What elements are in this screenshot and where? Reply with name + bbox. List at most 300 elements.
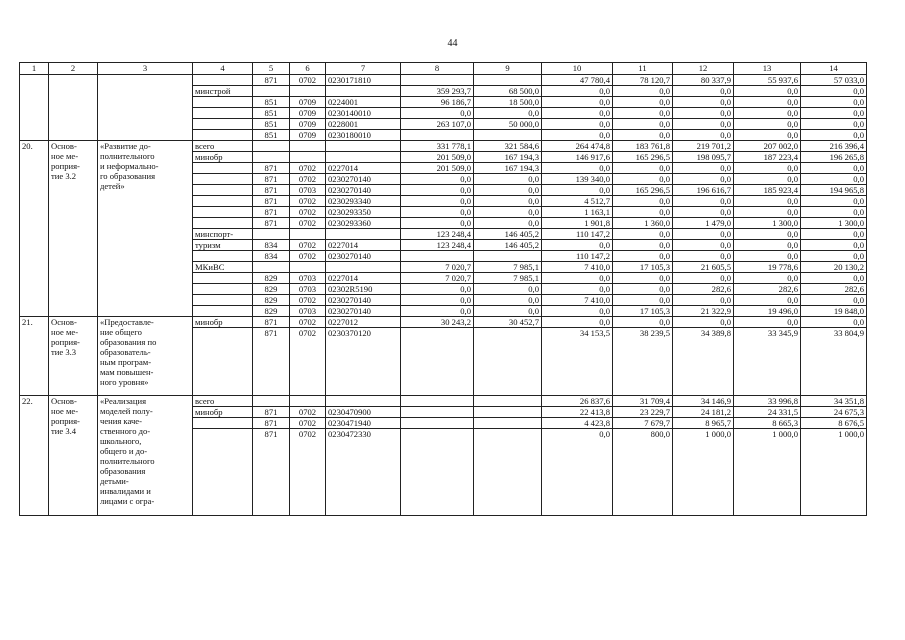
target-code: 0227014	[326, 273, 401, 284]
amount-cell: 0,0	[801, 174, 867, 185]
executor-cell	[193, 251, 253, 262]
amount-cell: 33 804,9	[801, 328, 867, 396]
amount-cell: 0,0	[673, 207, 734, 218]
section-code: 0703	[290, 284, 326, 295]
amount-cell: 0,0	[613, 97, 673, 108]
section-code: 0703	[290, 273, 326, 284]
amount-cell: 8 665,3	[734, 418, 801, 429]
ministry-code	[253, 262, 290, 273]
section-code: 0702	[290, 418, 326, 429]
amount-cell: 263 107,0	[401, 119, 474, 130]
amount-cell: 0,0	[474, 207, 542, 218]
amount-cell: 0,0	[474, 306, 542, 317]
ministry-code: 871	[253, 75, 290, 86]
amount-cell: 1 360,0	[613, 218, 673, 229]
target-code: 0230270140	[326, 174, 401, 185]
target-code: 0230270140	[326, 185, 401, 196]
executor-cell: минобр	[193, 317, 253, 328]
amount-cell: 0,0	[801, 97, 867, 108]
amount-cell: 47 780,4	[542, 75, 613, 86]
blank-cell	[98, 75, 193, 141]
ministry-code: 829	[253, 306, 290, 317]
amount-cell: 23 229,7	[613, 407, 673, 418]
ministry-code: 834	[253, 240, 290, 251]
amount-cell: 0,0	[734, 196, 801, 207]
section-code	[290, 396, 326, 407]
amount-cell: 198 095,7	[673, 152, 734, 163]
amount-cell	[401, 251, 474, 262]
header-cell: 10	[542, 63, 613, 75]
amount-cell: 18 500,0	[474, 97, 542, 108]
target-code: 0230370120	[326, 328, 401, 396]
executor-cell: туризм	[193, 240, 253, 251]
amount-cell: 30 243,2	[401, 317, 474, 328]
amount-cell: 0,0	[542, 86, 613, 97]
executor-cell	[193, 306, 253, 317]
amount-cell: 0,0	[542, 429, 613, 516]
amount-cell: 0,0	[734, 86, 801, 97]
event-name: Основ- ное ме- роприя- тие 3.3	[49, 317, 98, 396]
ministry-code: 871	[253, 163, 290, 174]
header-cell: 9	[474, 63, 542, 75]
amount-cell: 26 837,6	[542, 396, 613, 407]
header-cell: 5	[253, 63, 290, 75]
target-code: 0230180010	[326, 130, 401, 141]
amount-cell: 146 405,2	[474, 229, 542, 240]
amount-cell: 0,0	[673, 108, 734, 119]
amount-cell: 0,0	[801, 207, 867, 218]
amount-cell: 0,0	[734, 229, 801, 240]
amount-cell: 0,0	[401, 174, 474, 185]
ministry-code	[253, 152, 290, 163]
amount-cell: 0,0	[613, 207, 673, 218]
amount-cell: 187 223,4	[734, 152, 801, 163]
amount-cell: 0,0	[673, 251, 734, 262]
amount-cell: 7 020,7	[401, 273, 474, 284]
ministry-code: 829	[253, 295, 290, 306]
amount-cell: 0,0	[734, 174, 801, 185]
amount-cell	[474, 429, 542, 516]
amount-cell: 331 778,1	[401, 141, 474, 152]
amount-cell: 80 337,9	[673, 75, 734, 86]
amount-cell: 0,0	[801, 130, 867, 141]
amount-cell: 185 923,4	[734, 185, 801, 196]
amount-cell: 0,0	[474, 295, 542, 306]
amount-cell	[474, 328, 542, 396]
ministry-code	[253, 229, 290, 240]
executor-cell: минобр	[193, 407, 253, 418]
amount-cell: 0,0	[734, 273, 801, 284]
amount-cell: 0,0	[401, 284, 474, 295]
amount-cell: 1 000,0	[801, 429, 867, 516]
amount-cell: 0,0	[734, 317, 801, 328]
target-code: 0230472330	[326, 429, 401, 516]
amount-cell: 0,0	[801, 196, 867, 207]
amount-cell: 7 985,1	[474, 262, 542, 273]
amount-cell	[401, 328, 474, 396]
section-code: 0702	[290, 174, 326, 185]
amount-cell: 146 405,2	[474, 240, 542, 251]
table-row	[20, 141, 867, 152]
executor-cell	[193, 97, 253, 108]
amount-cell: 0,0	[613, 119, 673, 130]
amount-cell: 0,0	[542, 108, 613, 119]
amount-cell: 8 676,5	[801, 418, 867, 429]
header-cell: 3	[98, 63, 193, 75]
amount-cell: 165 296,5	[613, 152, 673, 163]
page-number: 44	[447, 38, 458, 49]
amount-cell: 167 194,3	[474, 152, 542, 163]
amount-cell: 0,0	[801, 295, 867, 306]
amount-cell: 0,0	[801, 163, 867, 174]
event-title: «Развитие до- полнительного и неформально- го образования детей»	[98, 141, 193, 317]
amount-cell: 0,0	[401, 185, 474, 196]
ministry-code: 871	[253, 207, 290, 218]
event-name: Основ- ное ме- роприя- тие 3.4	[49, 396, 98, 516]
amount-cell: 0,0	[401, 306, 474, 317]
section-code: 0702	[290, 429, 326, 516]
amount-cell: 1 000,0	[734, 429, 801, 516]
section-code: 0709	[290, 108, 326, 119]
amount-cell: 1 300,0	[734, 218, 801, 229]
amount-cell: 34 389,8	[673, 328, 734, 396]
header-cell: 14	[801, 63, 867, 75]
amount-cell: 0,0	[673, 196, 734, 207]
amount-cell: 146 917,6	[542, 152, 613, 163]
table-row	[20, 75, 867, 86]
amount-cell: 0,0	[734, 295, 801, 306]
amount-cell: 7 410,0	[542, 295, 613, 306]
executor-cell	[193, 75, 253, 86]
section-code: 0702	[290, 328, 326, 396]
amount-cell: 7 020,7	[401, 262, 474, 273]
amount-cell: 0,0	[673, 97, 734, 108]
amount-cell: 139 340,0	[542, 174, 613, 185]
amount-cell: 201 509,0	[401, 163, 474, 174]
section-code: 0703	[290, 185, 326, 196]
section-code: 0702	[290, 163, 326, 174]
amount-cell: 17 105,3	[613, 262, 673, 273]
amount-cell	[401, 429, 474, 516]
amount-cell: 219 701,2	[673, 141, 734, 152]
amount-cell	[474, 396, 542, 407]
event-title: «Реализация моделей полу- чения каче- ственного до- школьного, общего и до- полнительного образования детьми- инвалидами и лицами с огра-	[98, 396, 193, 516]
amount-cell: 0,0	[613, 108, 673, 119]
amount-cell: 0,0	[734, 251, 801, 262]
item-number: 20.	[20, 141, 49, 317]
target-code: 0230270140	[326, 251, 401, 262]
ministry-code: 871	[253, 429, 290, 516]
amount-cell: 110 147,2	[542, 229, 613, 240]
section-code: 0709	[290, 130, 326, 141]
amount-cell: 8 965,7	[673, 418, 734, 429]
target-code	[326, 229, 401, 240]
executor-cell	[193, 174, 253, 185]
target-code	[326, 262, 401, 273]
target-code	[326, 86, 401, 97]
header-cell: 11	[613, 63, 673, 75]
amount-cell: 0,0	[673, 295, 734, 306]
ministry-code: 871	[253, 418, 290, 429]
amount-cell: 167 194,3	[474, 163, 542, 174]
amount-cell: 282,6	[673, 284, 734, 295]
executor-cell: минстрой	[193, 86, 253, 97]
executor-cell	[193, 218, 253, 229]
amount-cell: 19 496,0	[734, 306, 801, 317]
executor-cell	[193, 284, 253, 295]
section-code: 0709	[290, 97, 326, 108]
section-code	[290, 152, 326, 163]
amount-cell: 19 778,6	[734, 262, 801, 273]
amount-cell: 0,0	[401, 196, 474, 207]
amount-cell: 1 479,0	[673, 218, 734, 229]
amount-cell: 0,0	[734, 207, 801, 218]
executor-cell: минобр	[193, 152, 253, 163]
amount-cell: 34 153,5	[542, 328, 613, 396]
executor-cell	[193, 295, 253, 306]
amount-cell: 123 248,4	[401, 240, 474, 251]
executor-cell	[193, 108, 253, 119]
header-cell: 2	[49, 63, 98, 75]
target-code: 0230471940	[326, 418, 401, 429]
amount-cell: 0,0	[613, 174, 673, 185]
amount-cell: 264 474,8	[542, 141, 613, 152]
amount-cell: 0,0	[474, 108, 542, 119]
amount-cell: 20 130,2	[801, 262, 867, 273]
amount-cell: 0,0	[613, 317, 673, 328]
amount-cell: 0,0	[542, 97, 613, 108]
amount-cell: 800,0	[613, 429, 673, 516]
section-code: 0709	[290, 119, 326, 130]
executor-cell	[193, 418, 253, 429]
target-code: 0230293360	[326, 218, 401, 229]
target-code: 0230270140	[326, 306, 401, 317]
executor-cell: всего	[193, 141, 253, 152]
amount-cell: 0,0	[673, 86, 734, 97]
executor-cell	[193, 207, 253, 218]
executor-cell	[193, 273, 253, 284]
amount-cell: 0,0	[613, 273, 673, 284]
amount-cell: 0,0	[542, 240, 613, 251]
amount-cell: 33 345,9	[734, 328, 801, 396]
header-cell: 12	[673, 63, 734, 75]
amount-cell: 0,0	[474, 174, 542, 185]
ministry-code: 871	[253, 196, 290, 207]
amount-cell: 96 186,7	[401, 97, 474, 108]
amount-cell: 0,0	[801, 273, 867, 284]
ministry-code: 851	[253, 130, 290, 141]
amount-cell	[474, 418, 542, 429]
amount-cell: 0,0	[613, 130, 673, 141]
amount-cell	[474, 251, 542, 262]
amount-cell: 123 248,4	[401, 229, 474, 240]
executor-cell	[193, 429, 253, 516]
amount-cell: 0,0	[801, 240, 867, 251]
target-code: 02302R5190	[326, 284, 401, 295]
amount-cell: 0,0	[801, 251, 867, 262]
amount-cell: 0,0	[673, 317, 734, 328]
header-cell: 7	[326, 63, 401, 75]
amount-cell: 0,0	[401, 295, 474, 306]
target-code: 0230171810	[326, 75, 401, 86]
section-code: 0702	[290, 240, 326, 251]
ministry-code: 871	[253, 185, 290, 196]
amount-cell	[474, 75, 542, 86]
section-code: 0702	[290, 295, 326, 306]
amount-cell: 7 985,1	[474, 273, 542, 284]
ministry-code: 829	[253, 273, 290, 284]
ministry-code: 829	[253, 284, 290, 295]
target-code	[326, 152, 401, 163]
amount-cell: 0,0	[734, 119, 801, 130]
section-code: 0702	[290, 317, 326, 328]
amount-cell: 0,0	[801, 119, 867, 130]
ministry-code	[253, 86, 290, 97]
amount-cell: 0,0	[401, 207, 474, 218]
amount-cell: 0,0	[613, 251, 673, 262]
section-code	[290, 141, 326, 152]
amount-cell: 4 512,7	[542, 196, 613, 207]
amount-cell: 22 413,8	[542, 407, 613, 418]
table-row	[20, 396, 867, 407]
amount-cell	[401, 418, 474, 429]
ministry-code: 834	[253, 251, 290, 262]
amount-cell: 34 146,9	[673, 396, 734, 407]
amount-cell: 0,0	[613, 240, 673, 251]
amount-cell: 216 396,4	[801, 141, 867, 152]
amount-cell: 0,0	[673, 174, 734, 185]
amount-cell: 194 965,8	[801, 185, 867, 196]
amount-cell: 0,0	[542, 119, 613, 130]
amount-cell: 4 423,8	[542, 418, 613, 429]
amount-cell: 38 239,5	[613, 328, 673, 396]
amount-cell: 183 761,8	[613, 141, 673, 152]
target-code: 0224001	[326, 97, 401, 108]
amount-cell: 0,0	[673, 130, 734, 141]
section-code: 0702	[290, 75, 326, 86]
header-cell: 6	[290, 63, 326, 75]
amount-cell	[474, 130, 542, 141]
blank-cell	[20, 75, 49, 141]
amount-cell: 0,0	[401, 218, 474, 229]
header-cell: 1	[20, 63, 49, 75]
amount-cell: 201 509,0	[401, 152, 474, 163]
amount-cell: 0,0	[673, 163, 734, 174]
amount-cell: 0,0	[613, 284, 673, 295]
amount-cell: 50 000,0	[474, 119, 542, 130]
executor-cell: всего	[193, 396, 253, 407]
executor-cell	[193, 185, 253, 196]
section-code: 0702	[290, 407, 326, 418]
table-row	[20, 317, 867, 328]
amount-cell: 0,0	[673, 273, 734, 284]
ministry-code: 871	[253, 218, 290, 229]
amount-cell: 0,0	[613, 229, 673, 240]
item-number: 22.	[20, 396, 49, 516]
amount-cell: 0,0	[542, 317, 613, 328]
amount-cell: 55 937,6	[734, 75, 801, 86]
amount-cell	[401, 407, 474, 418]
ministry-code: 871	[253, 407, 290, 418]
target-code: 0230293350	[326, 207, 401, 218]
amount-cell: 0,0	[542, 273, 613, 284]
section-code: 0702	[290, 196, 326, 207]
amount-cell: 1 163,1	[542, 207, 613, 218]
section-code	[290, 229, 326, 240]
amount-cell: 0,0	[474, 185, 542, 196]
target-code: 0230140010	[326, 108, 401, 119]
amount-cell	[401, 75, 474, 86]
amount-cell: 24 331,5	[734, 407, 801, 418]
amount-cell: 0,0	[542, 306, 613, 317]
amount-cell: 78 120,7	[613, 75, 673, 86]
header-row	[20, 63, 867, 75]
executor-cell	[193, 163, 253, 174]
ministry-code: 871	[253, 328, 290, 396]
header-cell: 8	[401, 63, 474, 75]
ministry-code	[253, 396, 290, 407]
amount-cell: 0,0	[673, 119, 734, 130]
amount-cell: 0,0	[734, 108, 801, 119]
executor-cell	[193, 119, 253, 130]
amount-cell: 110 147,2	[542, 251, 613, 262]
amount-cell: 196 265,8	[801, 152, 867, 163]
event-title: «Предоставле- ние общего образования по образователь- ным програм- мам повышен- ного уровня»	[98, 317, 193, 396]
ministry-code	[253, 141, 290, 152]
amount-cell	[474, 407, 542, 418]
event-name: Основ- ное ме- роприя- тие 3.2	[49, 141, 98, 317]
target-code: 0227014	[326, 240, 401, 251]
executor-cell	[193, 130, 253, 141]
section-code: 0702	[290, 207, 326, 218]
amount-cell: 0,0	[613, 295, 673, 306]
amount-cell: 321 584,6	[474, 141, 542, 152]
amount-cell	[401, 396, 474, 407]
amount-cell: 17 105,3	[613, 306, 673, 317]
amount-cell: 0,0	[801, 86, 867, 97]
amount-cell: 0,0	[474, 284, 542, 295]
budget-table	[19, 62, 867, 516]
executor-cell: минспорт-	[193, 229, 253, 240]
target-code	[326, 396, 401, 407]
amount-cell: 21 605,5	[673, 262, 734, 273]
amount-cell: 0,0	[801, 229, 867, 240]
amount-cell: 0,0	[474, 196, 542, 207]
amount-cell: 7 679,7	[613, 418, 673, 429]
amount-cell: 0,0	[542, 185, 613, 196]
amount-cell: 207 002,0	[734, 141, 801, 152]
amount-cell: 359 293,7	[401, 86, 474, 97]
amount-cell: 0,0	[734, 97, 801, 108]
executor-cell	[193, 328, 253, 396]
amount-cell: 19 848,0	[801, 306, 867, 317]
item-number: 21.	[20, 317, 49, 396]
header-cell: 4	[193, 63, 253, 75]
amount-cell: 31 709,4	[613, 396, 673, 407]
amount-cell: 1 000,0	[673, 429, 734, 516]
amount-cell: 165 296,5	[613, 185, 673, 196]
amount-cell: 7 410,0	[542, 262, 613, 273]
amount-cell: 30 452,7	[474, 317, 542, 328]
amount-cell: 0,0	[673, 229, 734, 240]
amount-cell: 1 300,0	[801, 218, 867, 229]
section-code: 0702	[290, 251, 326, 262]
amount-cell: 0,0	[613, 163, 673, 174]
amount-cell: 0,0	[542, 163, 613, 174]
target-code: 0230270140	[326, 295, 401, 306]
amount-cell: 34 351,8	[801, 396, 867, 407]
amount-cell: 24 675,3	[801, 407, 867, 418]
